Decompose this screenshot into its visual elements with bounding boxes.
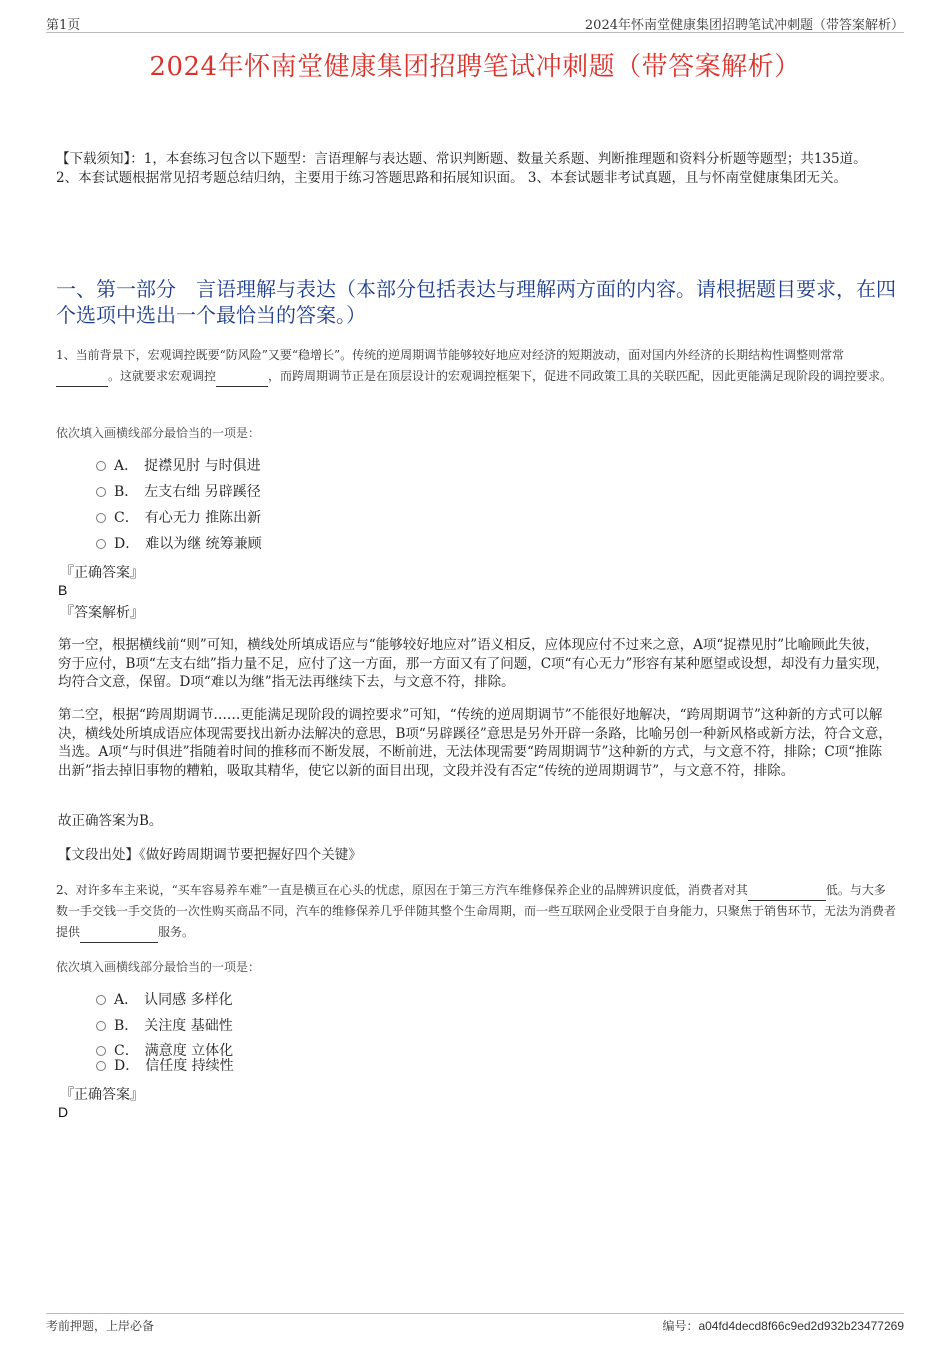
question-2-answer: D [58,1104,69,1120]
page-footer [46,1313,904,1335]
question-1-option-d[interactable]: D． 难以为继 统筹兼顾 [96,534,262,554]
question-1-stem: 1、当前背景下，宏观调控既要“防风险”又要“稳增长”。传统的逆周期调节能够较好地应对经济的短期波动，面对国内外经济的长期结构性调整则常常。这就要求宏观调控 ，而跨周期调节正是在顶层设计的宏观调控框架下，促进不同政策工具的关联匹配，因此更能满足现阶段的调控要求。 [56,345,896,387]
question-1-answer: B [58,582,68,598]
question-1-conclusion: 故正确答案为B。 [58,813,163,829]
question-2-option-c[interactable]: C． 满意度 立体化 [96,1041,233,1061]
radio-icon[interactable] [96,539,106,549]
question-1-analysis-1: 第一空，根据横线前“则”可知，横线处所填成语应与“能够较好地应对”语义相反，应体现应付不过来之意，A项“捉襟见肘”比喻顾此失彼，穷于应付，B项“左支右绌”指力量不足，应付了这一方面，那一方面又有了问题，C项“有心无力”形容有某种愿望或设想，却没有力量实现，均符合文意，保留。D项“难以为继”指无法再继续下去，与文意不符，排除。 [58,637,889,690]
question-1-analysis-2: 第二空，根据“跨周期调节……更能满足现阶段的调控要求”可知，“传统的逆周期调节”不能很好地解决，“跨周期调节”这种新的方式可以解决，横线处所填成语应体现需要找出新办法解决的意思，B项“另辟蹊径”意思是另外开辟一条路，比喻另创一种新风格或新方法，符合文意，当选。A项“与时俱进”指随着时间的推移而不断发展，不断前进，无法体现需要“跨周期调节”这种新的方式，与文意不符，排除；C项“推陈出新”指去掉旧事物的糟粕，吸取其精华，使它以新的面目出现，文段并没有否定“传统的逆周期调节”，与文意不符，排除。 [58,707,892,779]
question-2-stem: 2、对许多车主来说，“买车容易养车难”一直是横亘在心头的忧虑，原因在于第三方汽车维修保养企业的品牌辨识度低，消费者对其 低。与大多数一手交钱一手交货的一次性购买商品不同，汽车的维修保养几乎伴随其整个生命周期，而一些互联网企业受限于自身能力，只聚焦于销售环节，无法为消费者提供 服务。 [56,880,896,943]
radio-icon[interactable] [96,461,106,471]
page-header [46,14,904,33]
radio-icon[interactable] [96,513,106,523]
question-1-source: 【文段出处】《做好跨周期调节要把握好四个关键》 [58,847,362,863]
document-title: 2024年怀南堂健康集团招聘笔试冲刺题（带答案解析） [149,52,801,82]
header-doc-title: 2024年怀南堂健康集团招聘笔试冲刺题（带答案解析） [584,18,904,33]
section-heading: 一、第一部分 言语理解与表达（本部分包括表达与理解两方面的内容。请根据题目要求，在四个选项中选出一个最恰当的答案。） [56,277,896,327]
question-1-option-a[interactable]: A． 捉襟见肘 与时俱进 [96,456,261,476]
question-1-analysis-label: 『答案解析』 [60,605,144,621]
question-1-option-b[interactable]: B． 左支右绌 另辟蹊径 [96,482,261,502]
question-1-prompt: 依次填入画横线部分最恰当的一项是： [56,426,261,440]
radio-icon[interactable] [96,1061,106,1071]
question-2-option-b[interactable]: B． 关注度 基础性 [96,1016,233,1036]
page-number: 第1页 [46,18,81,33]
question-2-answer-label: 『正确答案』 [60,1087,144,1103]
blank-line [748,900,826,901]
footer-slogan: 考前押题，上岸必备 [46,1319,155,1333]
blank-line [56,386,108,387]
blank-line [80,942,158,943]
radio-icon[interactable] [96,995,106,1005]
question-1-answer-label: 『正确答案』 [60,565,144,581]
question-2-prompt: 依次填入画横线部分最恰当的一项是： [56,960,261,974]
footer-code: 编号：a04fd4decd8f66c9ed2d932b23477269 [662,1319,904,1333]
radio-icon[interactable] [96,487,106,497]
blank-line [216,386,268,387]
radio-icon[interactable] [96,1021,106,1031]
download-notice: 【下载须知】：1，本套练习包含以下题型：言语理解与表达题、常识判断题、数量关系题、判断推理题和资料分析题等题型；共135道。 2、本套试题根据常见招考题总结归纳，主要用于练习答题思路和拓展知识面。 3、本套试题非考试真题，且与怀南堂健康集团无关。 [56,151,867,186]
radio-icon[interactable] [96,1046,106,1056]
question-2-option-d[interactable]: D． 信任度 持续性 [96,1056,234,1076]
question-2-option-a[interactable]: A． 认同感 多样化 [96,990,233,1010]
question-1-option-c[interactable]: C． 有心无力 推陈出新 [96,508,261,528]
